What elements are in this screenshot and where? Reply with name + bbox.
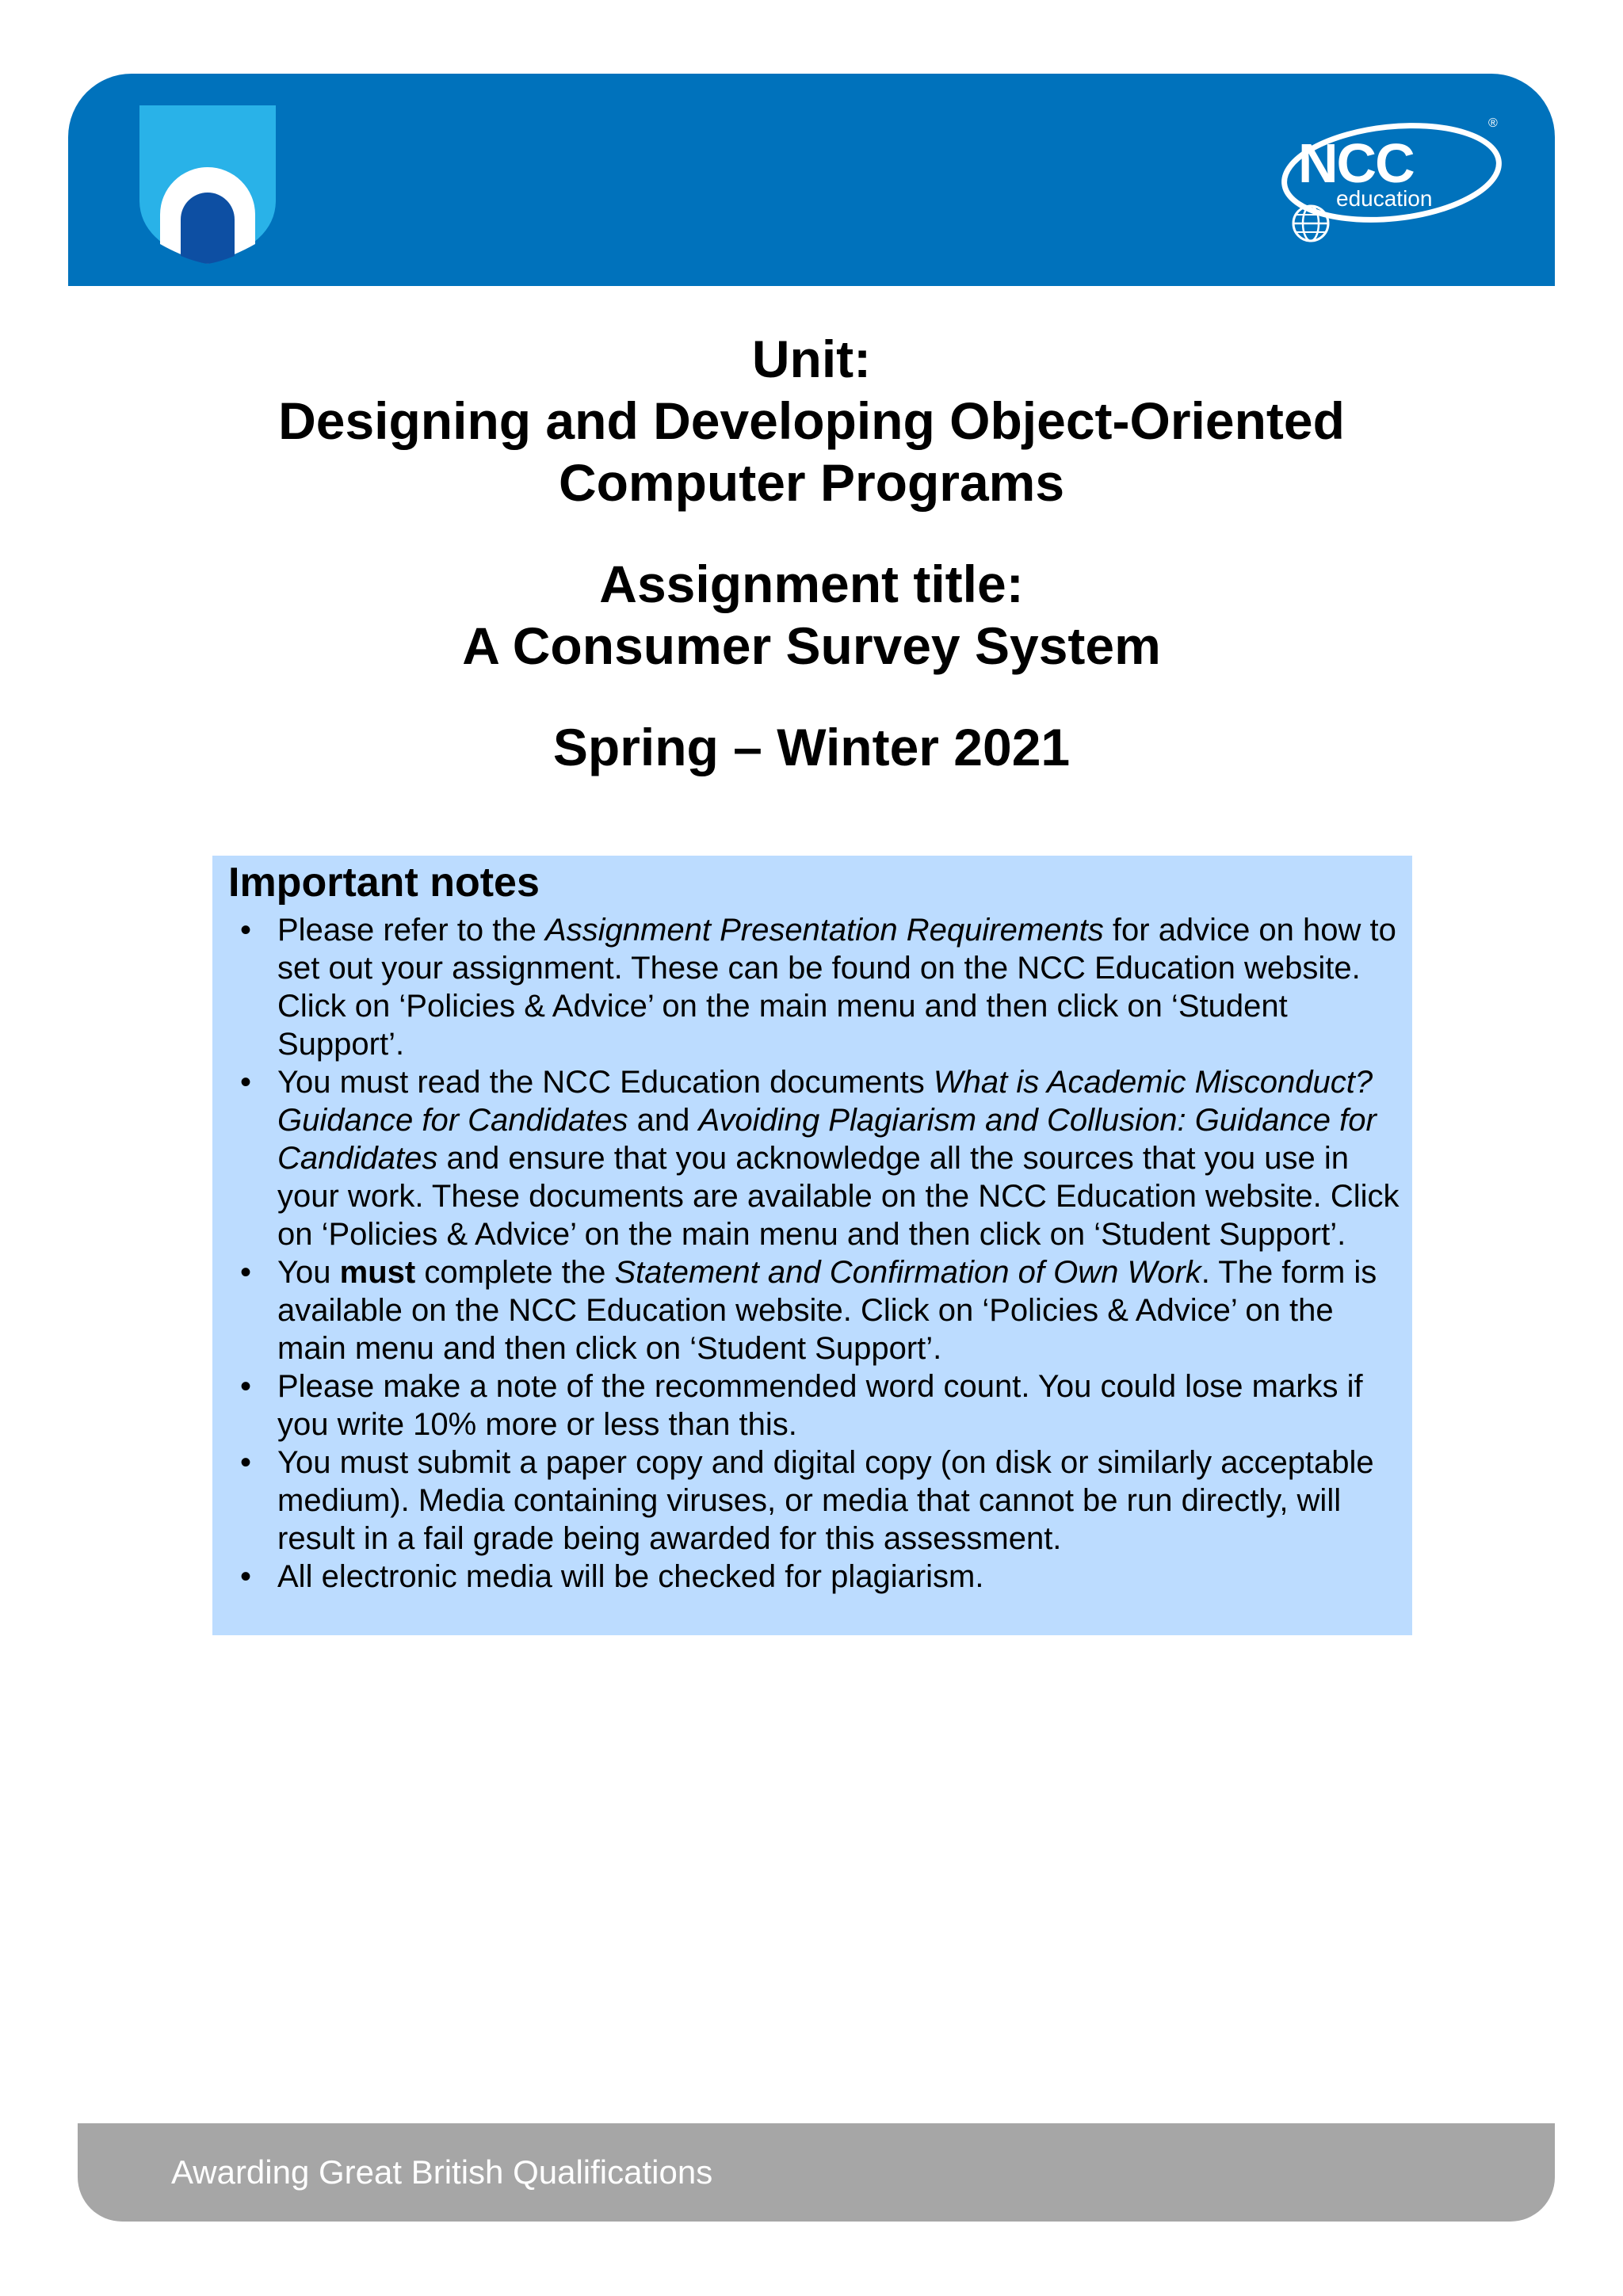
note-item: • You must submit a paper copy and digital copy (on disk or similarly acceptable medium). Media containing viruses, or media that cannot be run directly, will result in a fail grade being awarded for this assessment. <box>212 1444 1412 1558</box>
bullet-icon: • <box>239 1255 251 1290</box>
logo-brand-text: NCC <box>1298 132 1414 194</box>
bullet-icon: • <box>239 1369 251 1404</box>
important-notes-heading: Important notes <box>228 860 540 906</box>
logo-registered-mark: ® <box>1488 116 1498 130</box>
document-title: Assignment Presentation Requirements <box>544 913 1104 948</box>
title-block <box>0 328 1623 778</box>
note-item: • You must complete the Statement and Confirmation of Own Work. The form is available on the NCC Education website. Click on ‘Policies & Advice’ on the main menu and then click on ‘Student Support’. <box>212 1253 1412 1367</box>
document-title: What is Academic Misconduct? Guidance for Candidates <box>277 1065 1373 1138</box>
footer-tagline: Awarding Great British Qualifications <box>171 2153 713 2191</box>
university-shield-logo <box>139 105 276 264</box>
important-notes-box <box>212 856 1412 1635</box>
footer-bar <box>78 2123 1555 2222</box>
shield-arch-inner <box>181 193 235 264</box>
unit-title-line-1: Designing and Developing Object-Oriented <box>278 391 1345 450</box>
bullet-icon: • <box>239 1445 251 1480</box>
note-item: • Please refer to the Assignment Presentation Requirements for advice on how to set out your assignment. These can be found on the NCC Education website. Click on ‘Policies & Advice’ on the main menu and then click on ‘Student Support’. <box>212 911 1412 1063</box>
document-title: Statement and Confirmation of Own Work <box>614 1255 1201 1290</box>
bullet-icon: • <box>239 913 251 948</box>
important-notes-list <box>212 911 1412 1596</box>
ncc-education-logo <box>1257 111 1504 246</box>
logo-sub-text: education <box>1336 186 1433 211</box>
unit-label: Unit: <box>751 330 872 388</box>
assignment-label: Assignment title: <box>599 555 1024 613</box>
emphasis: must <box>339 1255 416 1290</box>
note-item: • You must read the NCC Education documents What is Academic Misconduct? Guidance for Candidates and Avoiding Plagiarism and Collusion: Guidance for Candidates and ensure that you acknowledge all the sources that you use in your work. These documents are available on the NCC Education website. Click on ‘Policies & Advice’ on the main menu and then click on ‘Student Support’. <box>212 1063 1412 1253</box>
session-title: Spring – Winter 2021 <box>552 718 1071 776</box>
note-item: • Please make a note of the recommended word count. You could lose marks if you write 10% more or less than this. <box>212 1367 1412 1444</box>
bullet-icon: • <box>239 1559 251 1594</box>
note-item: • All electronic media will be checked for plagiarism. <box>212 1558 1412 1596</box>
assignment-title: A Consumer Survey System <box>462 616 1161 675</box>
unit-title-line-2: Computer Programs <box>558 453 1065 512</box>
document-title: Avoiding Plagiarism and Collusion: Guidance for Candidates <box>277 1103 1377 1176</box>
bullet-icon: • <box>239 1065 251 1100</box>
